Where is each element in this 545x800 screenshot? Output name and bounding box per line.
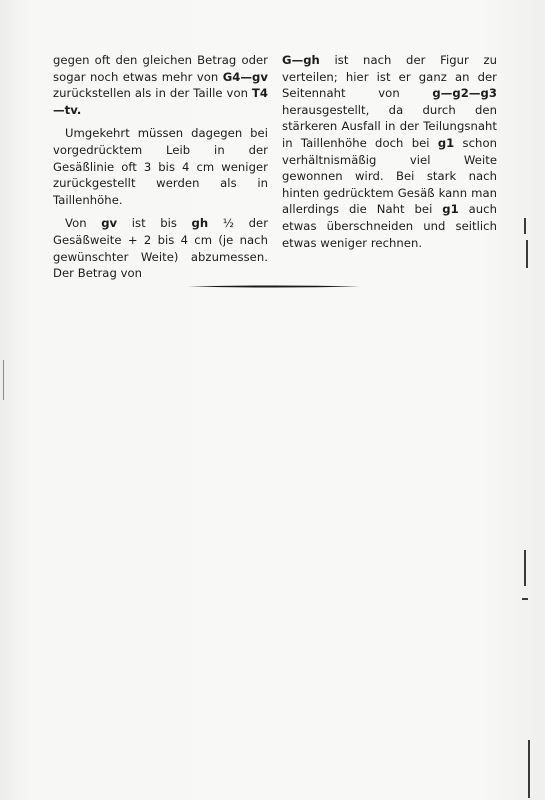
- scan-edge-mark: [524, 550, 526, 586]
- paragraph: Umgekehrt müssen dagegen bei vorgedrücktem Leib in der Gesäßlinie oft 3 bis 4 cm weniger zurückgestellt werden als in Taillenhöhe.: [53, 126, 268, 207]
- scan-edge-mark: [528, 740, 530, 798]
- bold-label: g1: [437, 135, 455, 150]
- decorative-rule: [188, 285, 360, 288]
- bold-label: g1: [442, 202, 459, 217]
- scan-edge-mark: [524, 218, 526, 234]
- paragraph: G—gh ist nach der Figur zu verteilen; hier ist er ganz an der Seitennaht von g—g2—g3 herausgestellt, da durch den stärkeren Ausfall in der Teilungsnaht in Taillenhöhe doch bei g1 schon verhältnismäßig viel Weite gewonnen wird. Bei stark nach hinten gedrücktem Gesäß kann man allerdings die Naht bei g1 auch etwas überschneiden und seitlich etwas weniger rechnen.: [282, 53, 497, 250]
- bold-label: G4—gv: [222, 69, 268, 84]
- bold-label: gv: [101, 216, 118, 231]
- left-text-column: [53, 52, 268, 289]
- scan-edge-mark: [3, 360, 4, 400]
- scan-edge-mark: [526, 240, 528, 268]
- bold-label: g—g2—g3: [432, 86, 497, 101]
- paragraph: Von gv ist bis gh ½ der Gesäßweite + 2 bis 4 cm (je nach gewünschter Weite) abzumessen. Der Betrag von: [53, 216, 269, 281]
- bold-label: G—gh: [282, 53, 320, 67]
- scan-edge-mark: [522, 598, 528, 600]
- bold-label: T4—tv.: [53, 86, 268, 117]
- right-text-column: [282, 52, 497, 258]
- bold-label: gh: [191, 216, 209, 231]
- paragraph: gegen oft den gleichen Betrag oder sogar noch etwas mehr von G4—gv zurückstellen als in der Taille von T4—tv.: [53, 53, 268, 117]
